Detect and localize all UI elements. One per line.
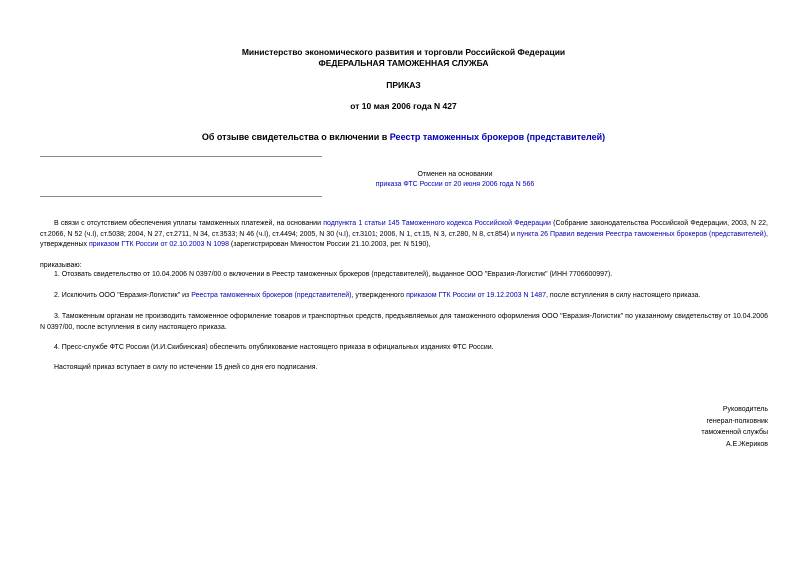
signature-rank: генерал-полковник <box>706 417 768 425</box>
item-2 <box>40 291 768 302</box>
preamble-paragraph <box>40 219 768 251</box>
signature-position: Руководитель <box>722 406 768 413</box>
customs-code-link[interactable]: подпункта 1 статьи 145 Таможенного кодекса Российской Федерации <box>323 220 551 227</box>
item-2-text-3: , после вступления в силу настоящего приказа. <box>546 292 701 299</box>
registry-rules-link[interactable]: пункта 26 Правил ведения Реестра таможенных брокеров (представителей) <box>516 230 767 238</box>
signature-block <box>701 404 768 450</box>
preamble-text-1: В связи с отсутствием обеспечения уплаты таможенных платежей, на основании <box>54 220 324 227</box>
item-4-text: 4. Пресс-службе ФТС России (И.И.Скибинская) обеспечить опубликование настоящего приказа в официальных изданиях ФТС России. <box>54 344 494 351</box>
preamble-text-2: (Собрание законодательства Российской Федерации, 2003, N 22, ст.2066, N 52 (ч.I), ст.5038; 2004, N 27, ст.2711, N 34, ст.3533; N 46 (ч.I), ст.4494; 2005, N 30 (ч.I), ст.3101; 2006, N 1, ст.15, N 3, ст.280, N 8, ст.854) и <box>40 220 768 238</box>
doc-type: ПРИКАЗ <box>386 80 421 90</box>
signature-service: таможенной службы <box>701 429 768 436</box>
doc-date: от 10 мая 2006 года N 427 <box>350 101 457 111</box>
item-1 <box>40 270 768 281</box>
gtk-order-1098-link[interactable]: приказом ГТК России от 02.10.2003 N 1098 <box>89 241 229 248</box>
effective-date-text: Настоящий приказ вступает в силу по истечении 15 дней со дня его подписания. <box>54 364 318 371</box>
title-text: Об отзыве свидетельства о включении в <box>201 132 390 142</box>
effective-date-paragraph <box>40 363 768 374</box>
document-title <box>0 131 807 143</box>
preamble-text-3: , утвержденных <box>40 230 768 248</box>
item-2-text-1: 2. Исключить ООО "Евразия-Логистик" из <box>54 292 192 299</box>
repeal-order-link[interactable]: приказа ФТС России от 20 июня 2006 года N 566 <box>375 181 535 188</box>
item-3 <box>40 312 768 333</box>
item-2-text-2: , утвержденного <box>351 292 407 299</box>
preamble-text-4: (зарегистрирован Минюстом России 21.10.2003, рег. N 5190), <box>228 241 431 248</box>
divider-top <box>40 156 322 157</box>
service-name: ФЕДЕРАЛЬНАЯ ТАМОЖЕННАЯ СЛУЖБА <box>318 58 489 68</box>
signature-name: А.Е.Жериков <box>725 440 768 448</box>
repeal-notice-line <box>300 180 610 190</box>
divider-bottom <box>40 196 322 197</box>
repeal-notice-text: Отменен на основании <box>417 171 493 178</box>
ministry-name: Министерство экономического развития и торговли Российской Федерации <box>241 47 566 57</box>
item-4 <box>40 343 768 354</box>
order-word: приказываю: <box>40 262 82 269</box>
item-3-text: 3. Таможенным органам не производить таможенное оформление товаров и транспортных средств, предъявляемых для таможенного оформления ООО "Евразия-Логистик" по указанному свидетельству от 10.04.2006 N 0397/00, после вступления в силу настоящего приказа. <box>40 313 768 331</box>
registry-link[interactable]: Реестра таможенных брокеров (представителей) <box>191 292 352 299</box>
item-1-text: 1. Отозвать свидетельство от 10.04.2006 N 0397/00 о включении в Реестр таможенных брокеров (представителей), выданное ООО "Евразия-Логистик" (ИНН 7706600997). <box>54 271 613 278</box>
title-registry-link[interactable]: Реестр таможенных брокеров (представителей) <box>389 132 606 142</box>
gtk-order-1487-link[interactable]: приказом ГТК России от 19.12.2003 N 1487 <box>406 292 547 299</box>
